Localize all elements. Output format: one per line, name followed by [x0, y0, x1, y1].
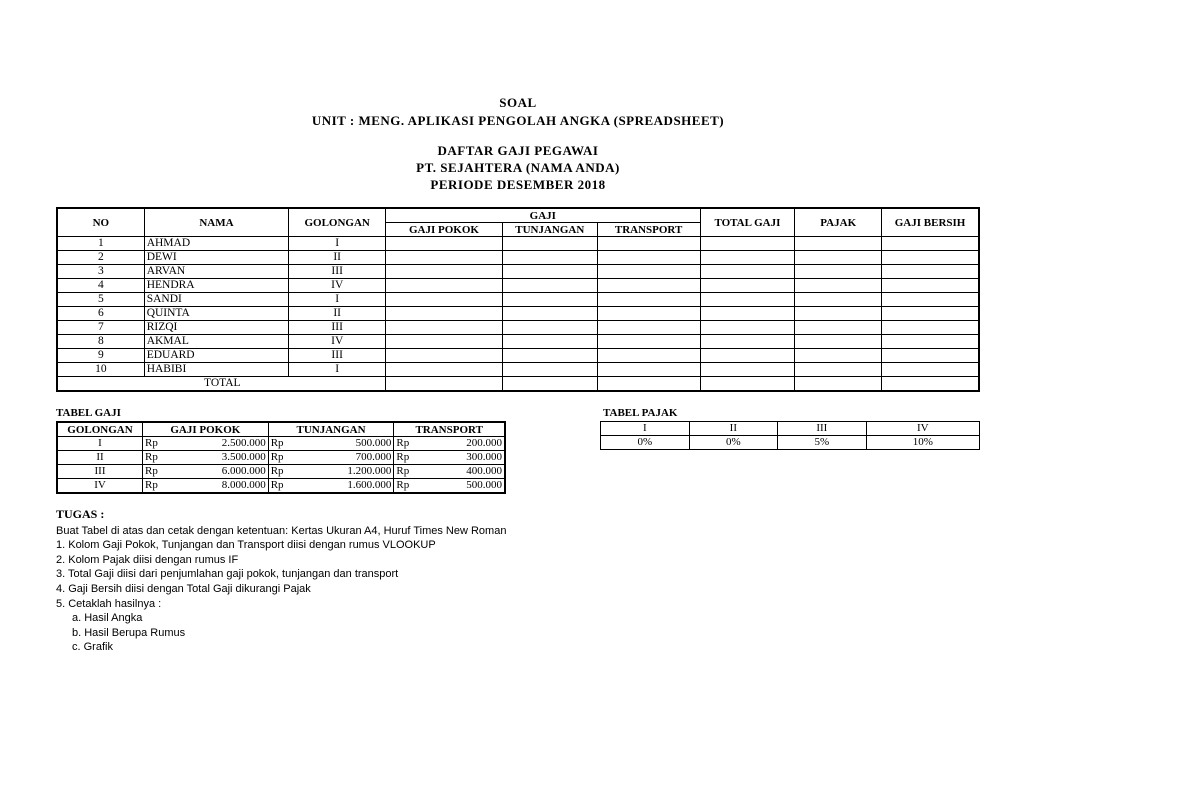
header-golongan: GOLONGAN	[57, 422, 143, 437]
cell-total-gaji	[700, 251, 795, 265]
cell-nama: AHMAD	[144, 237, 289, 251]
cell-golongan: I	[57, 437, 143, 451]
cell-transport	[597, 251, 700, 265]
cell-nama: RIZQI	[144, 321, 289, 335]
currency-label: Rp	[394, 437, 429, 451]
cell-tunjangan: 700.000	[303, 451, 394, 465]
cell-gaji-pokok	[386, 279, 503, 293]
cell-pajak	[795, 279, 882, 293]
cell-no: 7	[57, 321, 144, 335]
cell-golongan: III	[289, 265, 386, 279]
title-periode: PERIODE DESEMBER 2018	[430, 177, 606, 192]
currency-label: Rp	[143, 437, 178, 451]
cell-golongan: IV	[289, 279, 386, 293]
cell-pajak	[795, 265, 882, 279]
cell-nama: HABIBI	[144, 363, 289, 377]
cell-golongan: I	[289, 237, 386, 251]
header-pajak: PAJAK	[795, 208, 882, 237]
cell-transport: 400.000	[428, 465, 505, 479]
currency-label: Rp	[143, 465, 178, 479]
cell-no: 3	[57, 265, 144, 279]
cell-tunjangan	[502, 335, 597, 349]
table-row	[57, 349, 979, 363]
cell-golongan: III	[778, 422, 867, 436]
payroll-table	[56, 207, 980, 392]
tax-reference-table	[600, 421, 980, 450]
cell-tax-rate: 10%	[866, 436, 979, 450]
cell-tax-rate: 0%	[689, 436, 778, 450]
cell-golongan: IV	[289, 335, 386, 349]
cell-transport	[597, 237, 700, 251]
cell-total-gaji	[700, 293, 795, 307]
table-row	[57, 251, 979, 265]
cell-no: 4	[57, 279, 144, 293]
cell-tunjangan	[502, 251, 597, 265]
cell-pokok: 3.500.000	[177, 451, 268, 465]
header-transport: TRANSPORT	[597, 223, 700, 237]
cell-gaji-pokok	[386, 293, 503, 307]
cell-tax-rate: 5%	[778, 436, 867, 450]
header-transport: TRANSPORT	[394, 422, 505, 437]
task-line: 1. Kolom Gaji Pokok, Tunjangan dan Transport diisi dengan rumus VLOOKUP	[56, 539, 436, 552]
cell-pajak	[795, 293, 882, 307]
cell-gaji-bersih	[882, 335, 979, 349]
currency-label: Rp	[143, 451, 178, 465]
table-row	[57, 265, 979, 279]
cell-pajak	[795, 321, 882, 335]
cell-gaji-pokok	[386, 251, 503, 265]
cell-golongan: IV	[57, 479, 143, 494]
total-gaji-pokok	[386, 377, 503, 392]
cell-pajak	[795, 251, 882, 265]
cell-gaji-pokok	[386, 237, 503, 251]
cell-pajak	[795, 349, 882, 363]
total-pajak	[795, 377, 882, 392]
cell-golongan: III	[289, 321, 386, 335]
cell-transport	[597, 321, 700, 335]
cell-transport: 500.000	[428, 479, 505, 494]
task-line: Buat Tabel di atas dan cetak dengan ketentuan: Kertas Ukuran A4, Huruf Times New Roman	[56, 524, 507, 537]
cell-golongan: II	[689, 422, 778, 436]
cell-transport	[597, 265, 700, 279]
task-subline: b. Hasil Berupa Rumus	[72, 626, 186, 639]
header-gaji-pokok: GAJI POKOK	[386, 223, 503, 237]
cell-nama: HENDRA	[144, 279, 289, 293]
table-row	[57, 321, 979, 335]
table-row	[57, 293, 979, 307]
header-gaji: GAJI	[386, 208, 700, 223]
cell-transport	[597, 349, 700, 363]
cell-tunjangan	[502, 265, 597, 279]
cell-tunjangan	[502, 349, 597, 363]
cell-nama: DEWI	[144, 251, 289, 265]
total-label: TOTAL	[57, 377, 386, 392]
task-subline: c. Grafik	[72, 641, 113, 654]
header-no: NO	[57, 208, 144, 237]
task-line: 3. Total Gaji diisi dari penjumlahan gaji pokok, tunjangan dan transport	[56, 568, 399, 581]
table-row	[57, 451, 505, 465]
cell-pajak	[795, 335, 882, 349]
cell-nama: ARVAN	[144, 265, 289, 279]
task-subline: a. Hasil Angka	[72, 612, 143, 625]
table-row	[57, 335, 979, 349]
cell-tunjangan	[502, 363, 597, 377]
tabel-gaji-label: TABEL GAJI	[56, 407, 121, 419]
table-row	[57, 363, 979, 377]
cell-total-gaji	[700, 321, 795, 335]
total-gaji-bersih	[882, 377, 979, 392]
cell-gaji-bersih	[882, 237, 979, 251]
cell-nama: AKMAL	[144, 335, 289, 349]
cell-no: 8	[57, 335, 144, 349]
cell-gaji-bersih	[882, 265, 979, 279]
cell-no: 2	[57, 251, 144, 265]
cell-total-gaji	[700, 307, 795, 321]
title-soal: SOAL	[499, 95, 537, 110]
cell-pajak	[795, 363, 882, 377]
title-unit: UNIT : MENG. APLIKASI PENGOLAH ANGKA (SPREADSHEET)	[311, 113, 725, 128]
cell-no: 1	[57, 237, 144, 251]
cell-tax-rate: 0%	[601, 436, 690, 450]
cell-no: 9	[57, 349, 144, 363]
tabel-pajak-label: TABEL PAJAK	[603, 407, 678, 419]
cell-total-gaji	[700, 237, 795, 251]
currency-label: Rp	[394, 451, 429, 465]
cell-golongan: II	[289, 251, 386, 265]
currency-label: Rp	[394, 465, 429, 479]
table-row	[57, 479, 505, 494]
title-company: PT. SEJAHTERA (NAMA ANDA)	[416, 160, 620, 175]
cell-golongan: I	[289, 293, 386, 307]
cell-pajak	[795, 237, 882, 251]
cell-pokok: 6.000.000	[177, 465, 268, 479]
cell-tunjangan	[502, 293, 597, 307]
cell-total-gaji	[700, 335, 795, 349]
cell-gaji-pokok	[386, 307, 503, 321]
cell-transport	[597, 279, 700, 293]
header-tunjangan: TUNJANGAN	[268, 422, 394, 437]
cell-golongan: IV	[866, 422, 979, 436]
cell-tunjangan: 500.000	[303, 437, 394, 451]
header-gaji-bersih: GAJI BERSIH	[882, 208, 979, 237]
cell-gaji-bersih	[882, 349, 979, 363]
cell-golongan: II	[57, 451, 143, 465]
cell-gaji-pokok	[386, 335, 503, 349]
cell-gaji-bersih	[882, 251, 979, 265]
cell-gaji-bersih	[882, 307, 979, 321]
task-instructions	[56, 507, 506, 655]
cell-tunjangan: 1.600.000	[303, 479, 394, 494]
table-row	[57, 279, 979, 293]
cell-total-gaji	[700, 363, 795, 377]
cell-gaji-bersih	[882, 279, 979, 293]
currency-label: Rp	[268, 451, 303, 465]
cell-no: 10	[57, 363, 144, 377]
cell-gaji-pokok	[386, 321, 503, 335]
currency-label: Rp	[268, 479, 303, 494]
task-line: 5. Cetaklah hasilnya :	[56, 597, 162, 610]
total-tunjangan	[502, 377, 597, 392]
cell-nama: QUINTA	[144, 307, 289, 321]
cell-tunjangan	[502, 237, 597, 251]
task-line: 2. Kolom Pajak diisi dengan rumus IF	[56, 553, 239, 566]
cell-total-gaji	[700, 265, 795, 279]
header-golongan: GOLONGAN	[289, 208, 386, 237]
cell-total-gaji	[700, 349, 795, 363]
header-nama: NAMA	[144, 208, 289, 237]
cell-gaji-pokok	[386, 349, 503, 363]
header-gaji-pokok: GAJI POKOK	[143, 422, 269, 437]
cell-nama: SANDI	[144, 293, 289, 307]
currency-label: Rp	[394, 479, 429, 494]
header-tunjangan: TUNJANGAN	[502, 223, 597, 237]
cell-tunjangan	[502, 279, 597, 293]
salary-reference-table	[56, 421, 506, 494]
cell-golongan: II	[289, 307, 386, 321]
tugas-title: TUGAS :	[56, 507, 105, 521]
cell-golongan: I	[289, 363, 386, 377]
total-transport	[597, 377, 700, 392]
total-row	[57, 377, 979, 392]
table-row	[57, 465, 505, 479]
cell-gaji-bersih	[882, 321, 979, 335]
title-daftar-gaji: DAFTAR GAJI PEGAWAI	[437, 143, 599, 158]
cell-transport	[597, 307, 700, 321]
cell-golongan: III	[289, 349, 386, 363]
cell-transport: 200.000	[428, 437, 505, 451]
cell-gaji-pokok	[386, 363, 503, 377]
cell-tunjangan: 1.200.000	[303, 465, 394, 479]
cell-no: 5	[57, 293, 144, 307]
cell-nama: EDUARD	[144, 349, 289, 363]
task-line: 4. Gaji Bersih diisi dengan Total Gaji dikurangi Pajak	[56, 582, 311, 595]
cell-tunjangan	[502, 321, 597, 335]
table-row	[57, 237, 979, 251]
table-row	[57, 307, 979, 321]
currency-label: Rp	[143, 479, 178, 494]
cell-pajak	[795, 307, 882, 321]
cell-gaji-bersih	[882, 363, 979, 377]
table-row	[57, 437, 505, 451]
cell-transport	[597, 335, 700, 349]
cell-gaji-pokok	[386, 265, 503, 279]
cell-golongan: III	[57, 465, 143, 479]
cell-no: 6	[57, 307, 144, 321]
cell-golongan: I	[601, 422, 690, 436]
currency-label: Rp	[268, 437, 303, 451]
cell-pokok: 2.500.000	[177, 437, 268, 451]
cell-pokok: 8.000.000	[177, 479, 268, 494]
currency-label: Rp	[268, 465, 303, 479]
header-total-gaji: TOTAL GAJI	[700, 208, 795, 237]
total-total-gaji	[700, 377, 795, 392]
cell-transport	[597, 363, 700, 377]
cell-tunjangan	[502, 307, 597, 321]
cell-total-gaji	[700, 279, 795, 293]
cell-transport	[597, 293, 700, 307]
cell-transport: 300.000	[428, 451, 505, 465]
cell-gaji-bersih	[882, 293, 979, 307]
